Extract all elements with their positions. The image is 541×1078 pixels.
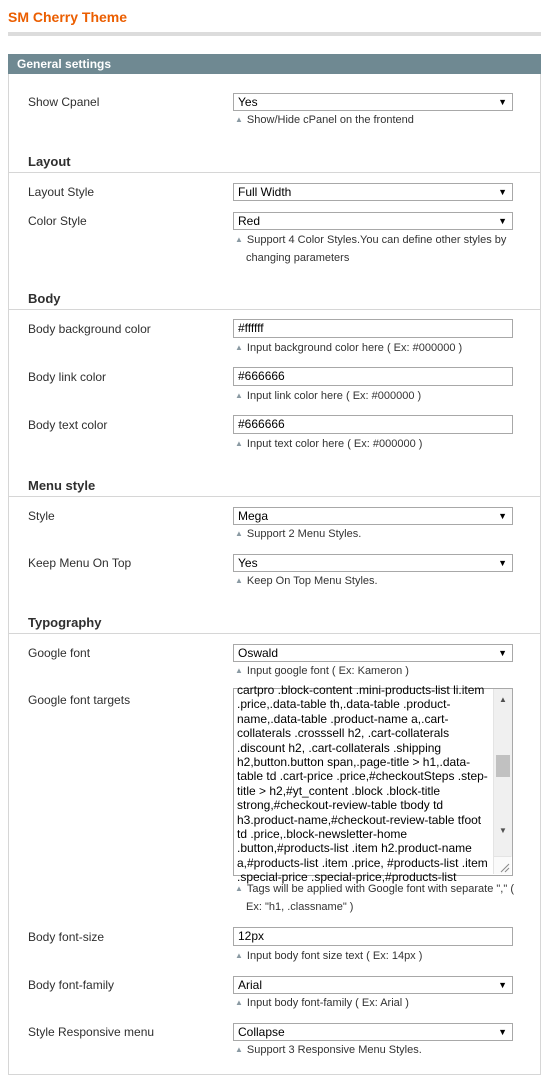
section-divider [8, 496, 541, 497]
google-font-label: Google font [28, 646, 91, 660]
select-value: Red [238, 214, 261, 228]
note-text: Tags will be applied with Google font with separate "," ( [246, 883, 514, 895]
select-value: Mega [238, 509, 269, 523]
body-text-color-input[interactable]: #666666 [233, 415, 513, 434]
google-font-targets-textarea[interactable] [233, 683, 513, 885]
note-text-continued: changing parameters [246, 252, 350, 264]
triangle-up-icon: ▲ [235, 666, 243, 675]
note-text: Input text color here ( Ex: #000000 ) [246, 438, 423, 450]
body-font-size-label: Body font-size [28, 930, 105, 944]
section-title-menu-style: Menu style [28, 478, 96, 493]
keep-menu-on-top-label: Keep Menu On Top [28, 556, 132, 570]
page-title: SM Cherry Theme [8, 9, 128, 25]
chevron-down-icon: ▼ [498, 1027, 507, 1037]
body-font-family-select[interactable] [233, 976, 513, 994]
triangle-up-icon: ▲ [235, 1045, 243, 1054]
note-text: Input body font size text ( Ex: 14px ) [246, 950, 423, 962]
panel-header[interactable]: General settings [8, 54, 541, 74]
show-cpanel-label: Show Cpanel [28, 95, 100, 109]
menu-style-select[interactable] [233, 507, 513, 525]
chevron-down-icon: ▼ [498, 648, 507, 658]
menu-style-note [235, 525, 515, 543]
note-text: Keep On Top Menu Styles. [246, 575, 378, 587]
layout-style-label: Layout Style [28, 185, 95, 199]
note-text: Input link color here ( Ex: #000000 ) [246, 390, 422, 402]
body-bg-color-note [235, 339, 515, 357]
chevron-down-icon: ▼ [498, 187, 507, 197]
select-value: Collapse [238, 1025, 285, 1039]
section-title-body: Body [28, 291, 61, 306]
body-font-family-label: Body font-family [28, 978, 115, 992]
note-text: Support 4 Color Styles.You can define other styles by [246, 234, 507, 246]
body-bg-color-label: Body background color [28, 322, 151, 336]
triangle-up-icon: ▲ [235, 343, 243, 352]
textarea-scrollbar[interactable] [493, 689, 512, 857]
chevron-down-icon: ▼ [498, 97, 507, 107]
responsive-menu-note [235, 1041, 515, 1059]
select-value: Arial [238, 978, 263, 992]
scroll-up-icon[interactable]: ▲ [499, 695, 507, 704]
section-divider [8, 172, 541, 173]
color-style-note [235, 231, 515, 267]
triangle-up-icon: ▲ [235, 391, 243, 400]
color-style-label: Color Style [28, 214, 87, 228]
note-text: Support 2 Menu Styles. [246, 528, 362, 540]
triangle-up-icon: ▲ [235, 576, 243, 585]
section-divider [8, 309, 541, 310]
triangle-up-icon: ▲ [235, 439, 243, 448]
select-value: Full Width [238, 185, 292, 199]
scroll-down-icon[interactable]: ▼ [499, 826, 507, 835]
show-cpanel-select[interactable] [233, 93, 513, 111]
note-text: Show/Hide cPanel on the frontend [246, 114, 414, 126]
select-value: Yes [238, 556, 258, 570]
section-divider [8, 633, 541, 634]
google-font-note [235, 662, 515, 680]
scrollbar-thumb[interactable] [496, 755, 510, 777]
google-font-select[interactable] [233, 644, 513, 662]
google-font-targets-note [235, 880, 515, 916]
note-text-continued: Ex: "h1, .classname" ) [246, 901, 354, 913]
chevron-down-icon: ▼ [498, 980, 507, 990]
title-divider [8, 32, 541, 36]
responsive-menu-select[interactable] [233, 1023, 513, 1041]
select-value: Yes [238, 95, 258, 109]
triangle-up-icon: ▲ [235, 884, 243, 893]
triangle-up-icon: ▲ [235, 115, 243, 124]
note-text: Input body font-family ( Ex: Arial ) [246, 997, 409, 1009]
triangle-up-icon: ▲ [235, 998, 243, 1007]
body-text-color-note [235, 435, 515, 453]
triangle-up-icon: ▲ [235, 235, 243, 244]
section-title-typography: Typography [28, 615, 102, 630]
chevron-down-icon: ▼ [498, 216, 507, 226]
resize-grip-icon[interactable] [493, 856, 511, 874]
keep-menu-on-top-note [235, 572, 515, 590]
body-font-size-input[interactable]: 12px [233, 927, 513, 946]
textarea-content: cartpro .block-content .mini-products-list li.item .price,.data-table th,.data-table .product-name,.data-table .product-name a,.cart-collaterals .crosssell h2, .cart-collaterals .discount h2, .cart-collaterals .shipping h2,button.button span,.page-title > h1,.data-table td .cart-price .price,#checkoutSteps .step-title > h2,#yt_content .block .block-title strong,#checkout-review-table tbody td h3.product-name,#checkout-review-table tfoot td .price,.block-newsletter-home .button,#products-list .item h2.product-name a,#products-list .item .price, #products-list .item .special-price .special-price,#products-list [237, 683, 488, 885]
google-font-targets-label: Google font targets [28, 693, 131, 707]
color-style-select[interactable] [233, 212, 513, 230]
triangle-up-icon: ▲ [235, 951, 243, 960]
body-font-size-note [235, 947, 515, 965]
chevron-down-icon: ▼ [498, 558, 507, 568]
body-text-color-label: Body text color [28, 418, 108, 432]
body-link-color-label: Body link color [28, 370, 107, 384]
body-bg-color-input[interactable]: #ffffff [233, 319, 513, 338]
chevron-down-icon: ▼ [498, 511, 507, 521]
show-cpanel-note [235, 111, 515, 129]
body-link-color-input[interactable]: #666666 [233, 367, 513, 386]
note-text: Input background color here ( Ex: #000000 ) [246, 342, 463, 354]
body-link-color-note [235, 387, 515, 405]
responsive-menu-label: Style Responsive menu [28, 1025, 155, 1039]
select-value: Oswald [238, 646, 279, 660]
menu-style-label: Style [28, 509, 55, 523]
triangle-up-icon: ▲ [235, 529, 243, 538]
note-text: Input google font ( Ex: Kameron ) [246, 665, 409, 677]
note-text: Support 3 Responsive Menu Styles. [246, 1044, 422, 1056]
body-font-family-note [235, 994, 515, 1012]
section-title-layout: Layout [28, 154, 71, 169]
layout-style-select[interactable] [233, 183, 513, 201]
keep-menu-on-top-select[interactable] [233, 554, 513, 572]
